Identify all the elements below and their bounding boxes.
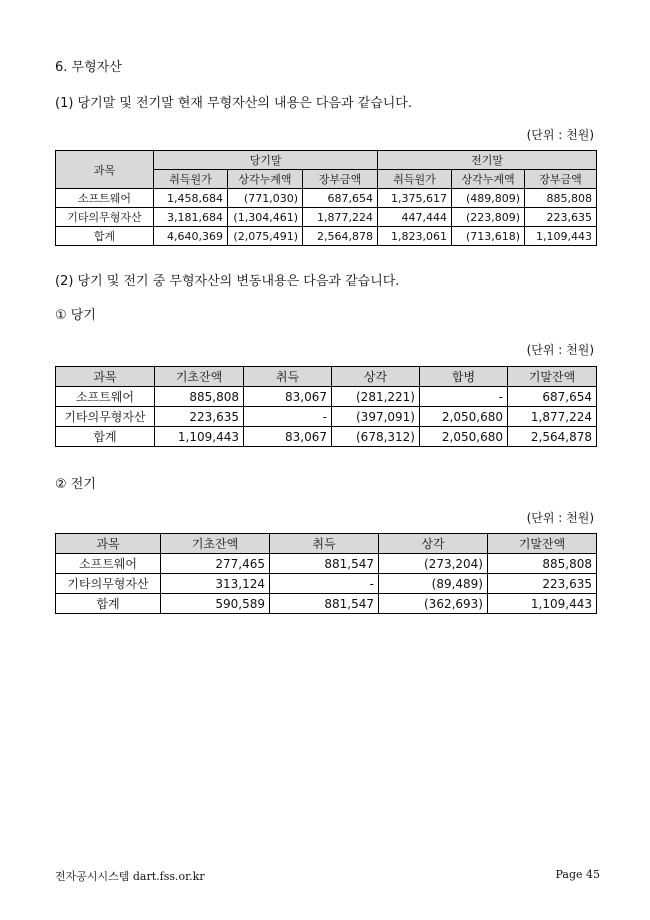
value-cell: 2,050,680 [420,427,508,447]
value-cell: 1,109,443 [525,227,597,246]
value-cell: 881,547 [270,554,379,574]
value-cell: 223,635 [488,574,597,594]
footer-page-number: Page 45 [555,868,600,881]
subsection-prior-title: ② 전기 [55,477,96,492]
header-cell: 기초잔액 [161,534,270,554]
value-cell: 687,654 [508,387,597,407]
value-cell: 447,444 [378,208,452,227]
value-cell: (362,693) [379,594,488,614]
header-cell: 상각 [332,367,420,387]
value-cell: 2,564,878 [508,427,597,447]
value-cell: (771,030) [228,189,303,208]
value-cell: 313,124 [161,574,270,594]
value-cell: 885,808 [155,387,244,407]
value-cell: - [244,407,332,427]
header-cell: 상각 [379,534,488,554]
table-row [56,407,597,427]
table-row [56,208,597,227]
value-cell: 83,067 [244,387,332,407]
value-cell: (489,809) [452,189,525,208]
value-cell: 277,465 [161,554,270,574]
row-label: 기타의무형자산 [56,208,154,227]
value-cell: 1,823,061 [378,227,452,246]
header-account: 과목 [56,151,154,189]
value-cell: 1,109,443 [488,594,597,614]
header-cell: 과목 [56,534,161,554]
header-current-period: 당기말 [154,151,378,170]
value-cell: 223,635 [155,407,244,427]
subheader-cell: 취득원가 [378,170,452,189]
subheader-cell: 장부금액 [525,170,597,189]
value-cell: (397,091) [332,407,420,427]
value-cell: (713,618) [452,227,525,246]
value-cell: (2,075,491) [228,227,303,246]
value-cell: 2,564,878 [303,227,378,246]
row-label: 합계 [56,594,161,614]
header-cell: 합병 [420,367,508,387]
value-cell: 3,181,684 [154,208,228,227]
value-cell: (678,312) [332,427,420,447]
value-cell: 687,654 [303,189,378,208]
table-row [56,554,597,574]
value-cell: (1,304,461) [228,208,303,227]
table-row [56,427,597,447]
paragraph-2: (2) 당기 및 전기 중 무형자산의 변동내용은 다음과 같습니다. [55,274,400,289]
subsection-current-title: ① 당기 [55,308,96,323]
row-label: 기타의무형자산 [56,574,161,594]
value-cell: 83,067 [244,427,332,447]
header-cell: 기말잔액 [488,534,597,554]
header-prior-period: 전기말 [378,151,597,170]
prior-period-changes-table [55,533,597,614]
unit-label-1: (단위 : 천원) [526,128,594,142]
value-cell: 2,050,680 [420,407,508,427]
subheader-cell: 상각누계액 [228,170,303,189]
header-cell: 과목 [56,367,155,387]
intangible-assets-balance-table [55,150,597,246]
value-cell: 1,109,443 [155,427,244,447]
value-cell: 223,635 [525,208,597,227]
value-cell: 885,808 [488,554,597,574]
value-cell: 1,877,224 [303,208,378,227]
section-title: 6. 무형자산 [55,60,122,75]
table-row [56,387,597,407]
header-cell: 기말잔액 [508,367,597,387]
value-cell: (273,204) [379,554,488,574]
header-cell: 기초잔액 [155,367,244,387]
current-period-changes-table [55,366,597,447]
value-cell: (89,489) [379,574,488,594]
value-cell: 4,640,369 [154,227,228,246]
subheader-cell: 취득원가 [154,170,228,189]
table-row [56,594,597,614]
value-cell: 590,589 [161,594,270,614]
value-cell: 1,375,617 [378,189,452,208]
unit-label-3: (단위 : 천원) [526,511,594,525]
table-row [56,227,597,246]
table-row [56,574,597,594]
value-cell: - [420,387,508,407]
unit-label-2: (단위 : 천원) [526,343,594,357]
row-label: 소프트웨어 [56,387,155,407]
row-label: 기타의무형자산 [56,407,155,427]
value-cell: (223,809) [452,208,525,227]
row-label: 소프트웨어 [56,554,161,574]
footer-source: 전자공시시스템 dart.fss.or.kr [55,870,205,883]
value-cell: - [270,574,379,594]
row-label: 소프트웨어 [56,189,154,208]
row-label: 합계 [56,227,154,246]
subheader-cell: 장부금액 [303,170,378,189]
subheader-cell: 상각누계액 [452,170,525,189]
header-cell: 취득 [270,534,379,554]
table-row [56,189,597,208]
value-cell: 885,808 [525,189,597,208]
header-cell: 취득 [244,367,332,387]
value-cell: 1,458,684 [154,189,228,208]
paragraph-1: (1) 당기말 및 전기말 현재 무형자산의 내용은 다음과 같습니다. [55,96,412,111]
value-cell: (281,221) [332,387,420,407]
value-cell: 881,547 [270,594,379,614]
row-label: 합계 [56,427,155,447]
value-cell: 1,877,224 [508,407,597,427]
